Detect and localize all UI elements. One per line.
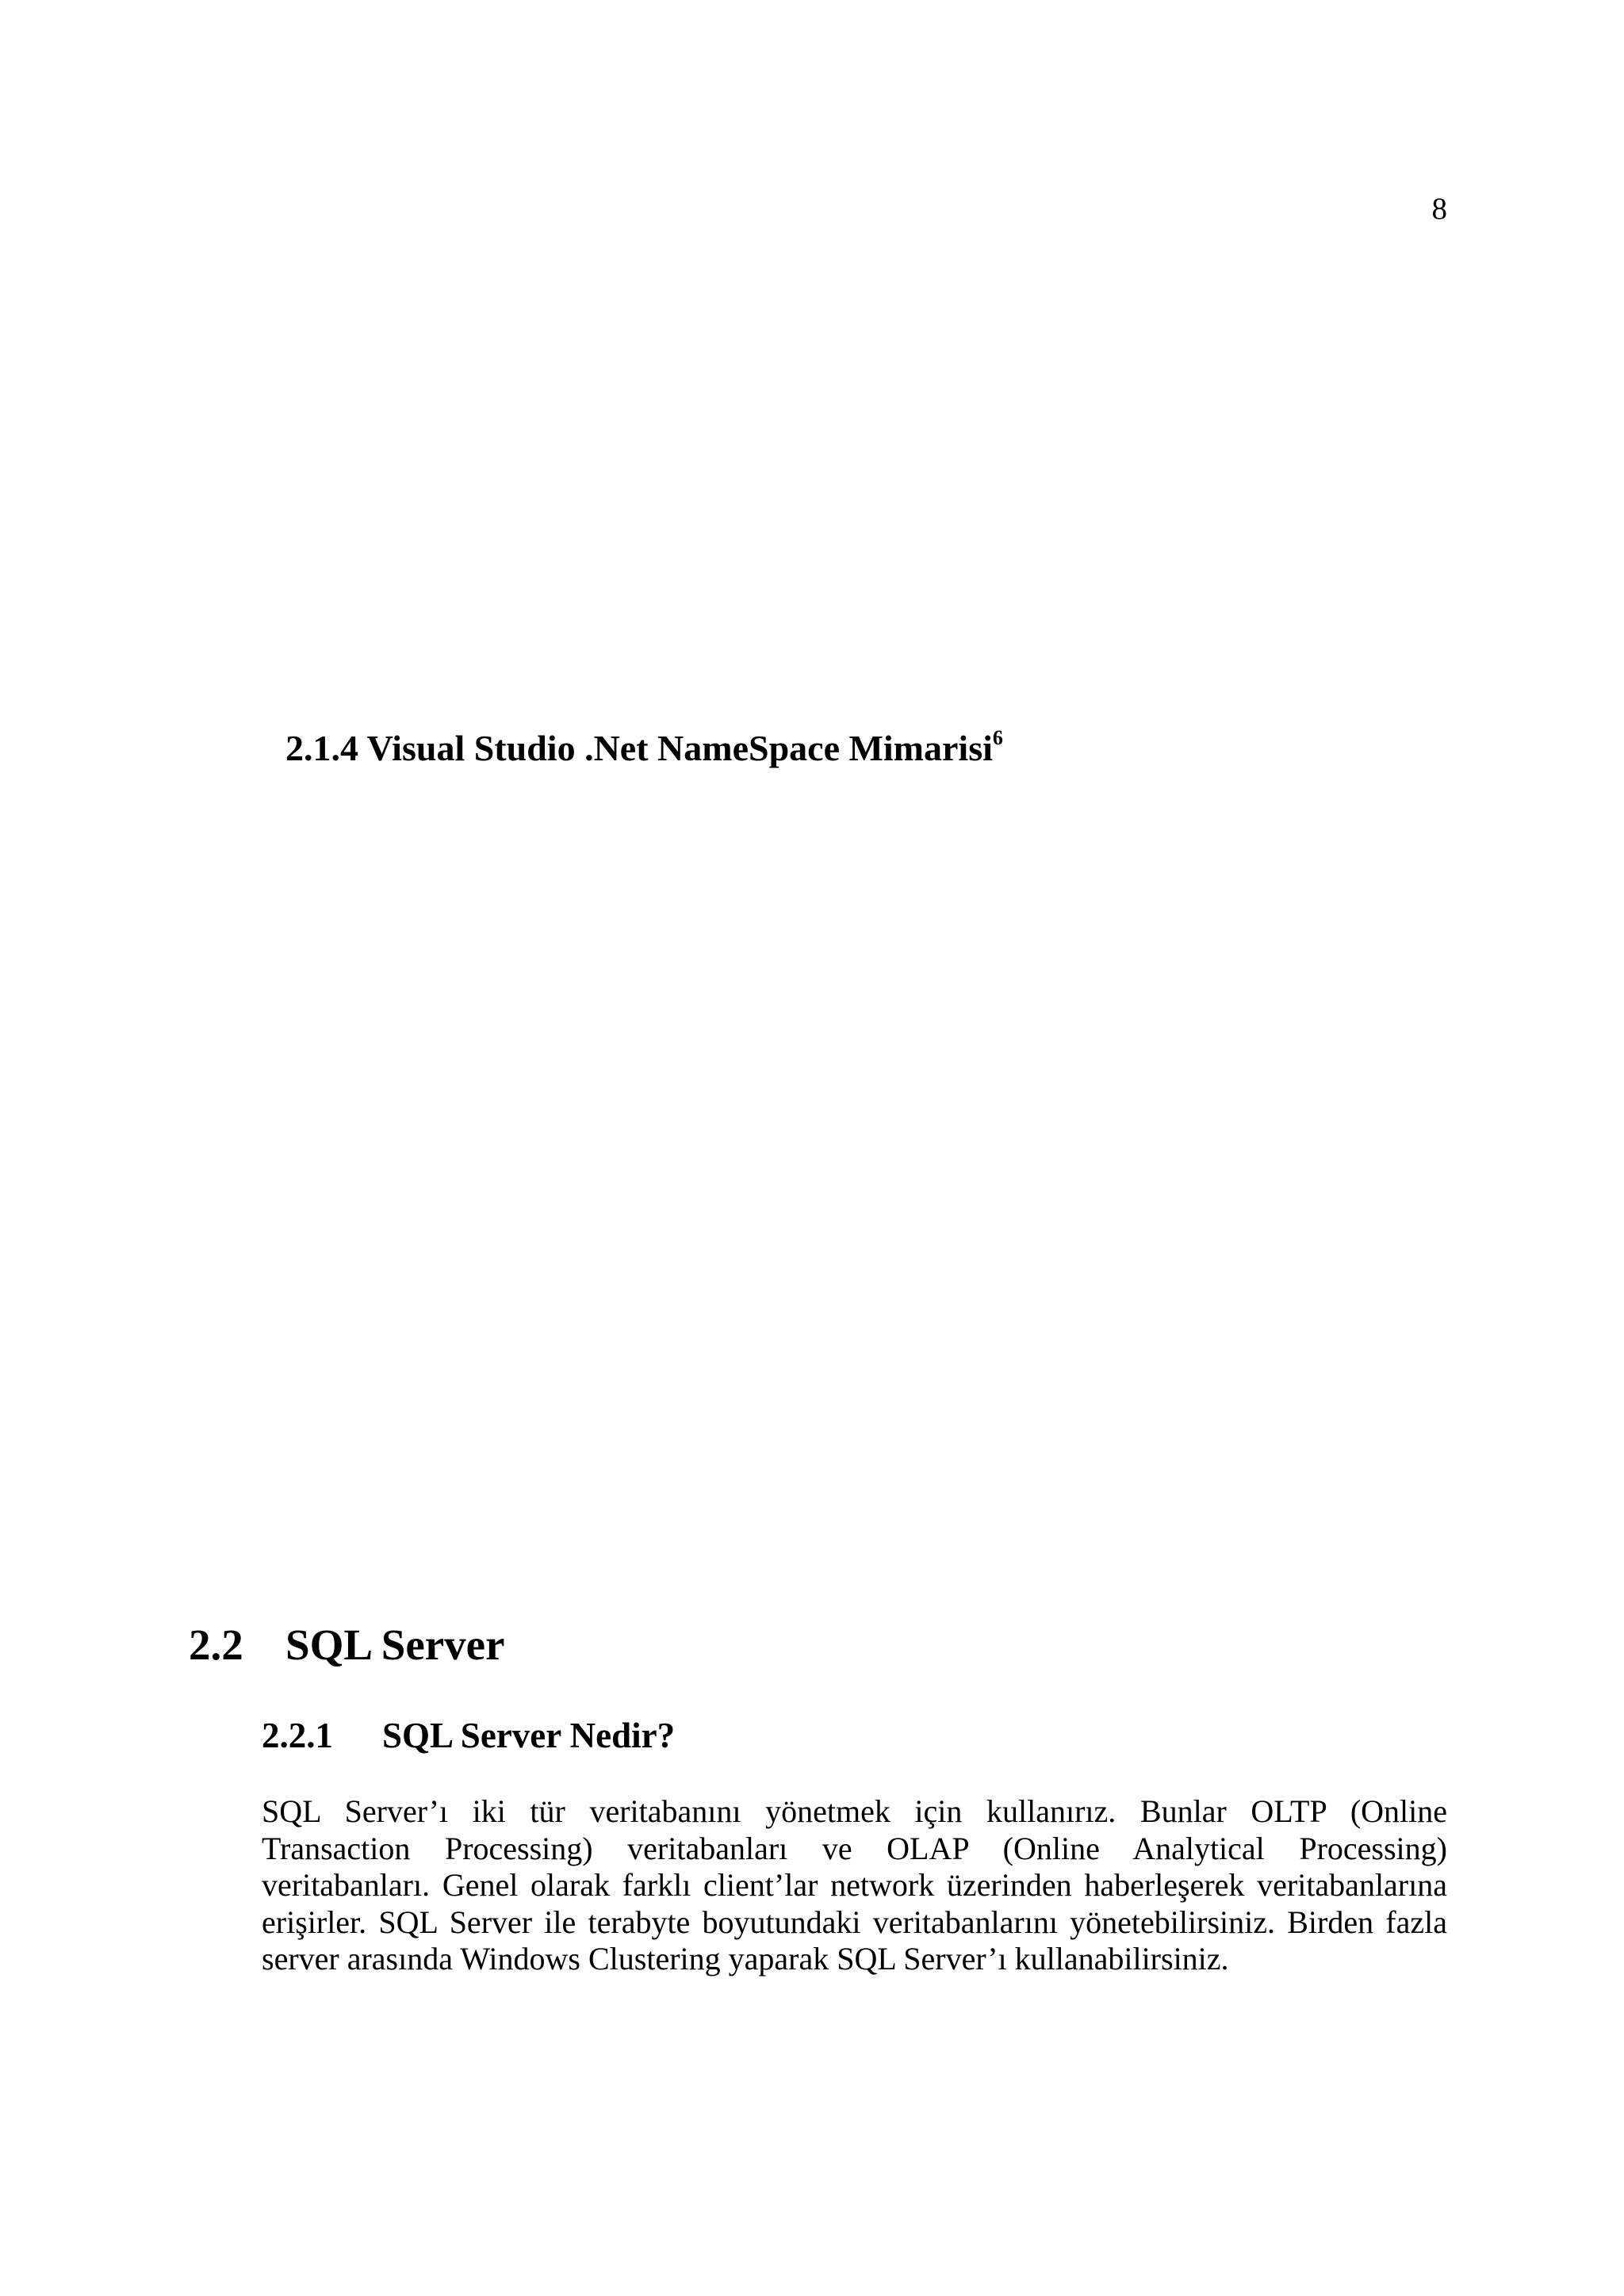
subsection-title: SQL Server Nedir? [382,1716,676,1755]
section-heading-2-2 [189,1621,505,1670]
section-title: SQL Server [285,1621,505,1669]
paragraph-line: veritabanları. Genel olarak farklı client’lar network üzerinden haberleşerek veritabanlarına [262,1867,1447,1903]
paragraph-line: server arasında Windows Clustering yaparak SQL Server’ı kullanabilirsiniz. [262,1941,1229,1976]
section-heading-2-2-1 [262,1716,675,1756]
paragraph-line: SQL Server’ı iki tür veritabanını yönetmek için kullanırız. Bunlar OLTP (Online [262,1793,1447,1829]
paragraph-line: erişirler. SQL Server ile terabyte boyutundaki veritabanlarını yönetebilirsiniz. Birden fazla [262,1904,1447,1940]
section-heading-2-1-4 [285,726,1003,769]
section-number: 2.2 [189,1621,243,1669]
subsection-number: 2.2.1 [262,1716,333,1755]
page-number: 8 [1431,192,1447,226]
paragraph-line: Transaction Processing) veritabanları ve OLAP (Online Analytical Processing) [262,1830,1447,1866]
body-paragraph [262,1793,1447,1978]
footnote-reference: 6 [992,726,1003,749]
section-heading-2-1-4-title: 2.1.4 Visual Studio .Net NameSpace Mimarisi [285,728,993,768]
